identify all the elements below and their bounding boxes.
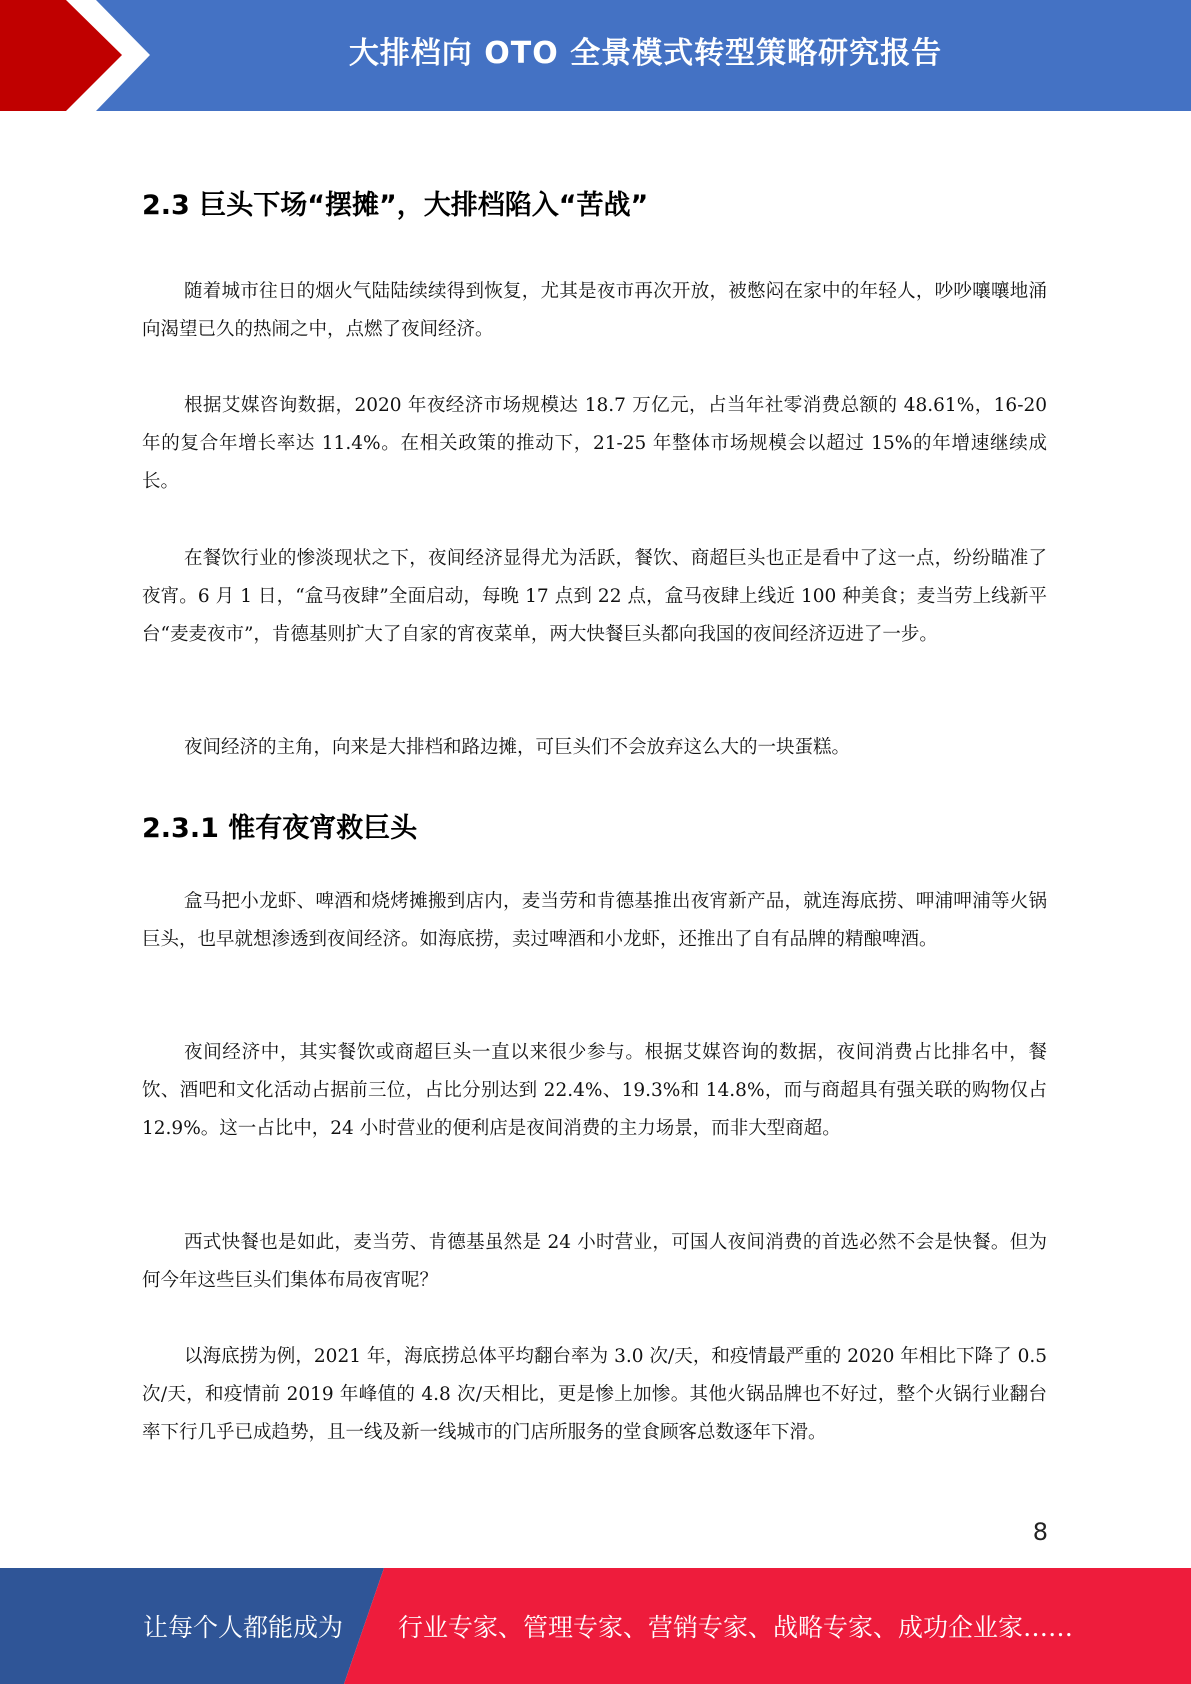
footer-slogan-left: 让每个人都能成为	[143, 1613, 344, 1642]
page-number: 8	[1032, 1518, 1048, 1546]
paragraph: 根据艾媒咨询数据，2020 年夜经济市场规模达 18.7 万亿元，占当年社零消费总额的 48.61%，16-20 年的复合年增长率达 11.4%。在相关政策的推动下，21-25 年整体市场规模会以超过 15%的年增速继续成长。	[142, 395, 1047, 492]
paragraph: 在餐饮行业的惨淡现状之下，夜间经济显得尤为活跃，餐饮、商超巨头也正是看中了这一点，纷纷瞄准了夜宵。6 月 1 日，“盒马夜肆”全面启动，每晚 17 点到 22 点，盒马夜肆上线近 100 种美食；麦当劳上线新平台“麦麦夜市”，肯德基则扩大了自家的宵夜菜单，两大快餐巨头都向我国的夜间经济迈进了一步。	[142, 548, 1047, 645]
section-heading-2-3-1: 2.3.1 惟有夜宵救巨头	[142, 813, 418, 844]
paragraph: 以海底捞为例，2021 年，海底捞总体平均翻台率为 3.0 次/天，和疫情最严重的 2020 年相比下降了 0.5 次/天，和疫情前 2019 年峰值的 4.8 次/天相比，更是惨上加惨。其他火锅品牌也不好过，整个火锅行业翻台率下行几乎已成趋势，且一线及新一线城市的门店所服务的堂食顾客总数逐年下滑。	[142, 1346, 1047, 1443]
footer-banner	[0, 1568, 1191, 1684]
paragraph: 夜间经济的主角，向来是大排档和路边摊，可巨头们不会放弃这么大的一块蛋糕。	[184, 737, 851, 758]
paragraph: 西式快餐也是如此，麦当劳、肯德基虽然是 24 小时营业，可国人夜间消费的首选必然不会是快餐。但为何今年这些巨头们集体布局夜宵呢？	[142, 1232, 1047, 1291]
paragraph: 随着城市往日的烟火气陆陆续续得到恢复，尤其是夜市再次开放，被憋闷在家中的年轻人，吵吵嚷嚷地涌向渴望已久的热闹之中，点燃了夜间经济。	[142, 281, 1047, 340]
section-heading-2-3: 2.3 巨头下场“摆摊”，大排档陷入“苦战”	[142, 190, 649, 221]
report-title: 大排档向 OTO 全景模式转型策略研究报告	[348, 36, 943, 71]
paragraph: 盒马把小龙虾、啤酒和烧烤摊搬到店内，麦当劳和肯德基推出夜宵新产品，就连海底捞、呷浦呷浦等火锅巨头，也早就想渗透到夜间经济。如海底捞，卖过啤酒和小龙虾，还推出了自有品牌的精酿啤酒。	[142, 891, 1047, 950]
footer-slogan-right: 行业专家、管理专家、营销专家、战略专家、成功企业家……	[398, 1613, 1074, 1642]
header-banner	[0, 0, 1191, 111]
paragraph: 夜间经济中，其实餐饮或商超巨头一直以来很少参与。根据艾媒咨询的数据，夜间消费占比排名中，餐饮、酒吧和文化活动占据前三位，占比分别达到 22.4%、19.3%和 14.8%，而与商超具有强关联的购物仅占 12.9%。这一占比中，24 小时营业的便利店是夜间消费的主力场景，而非大型商超。	[142, 1042, 1047, 1139]
